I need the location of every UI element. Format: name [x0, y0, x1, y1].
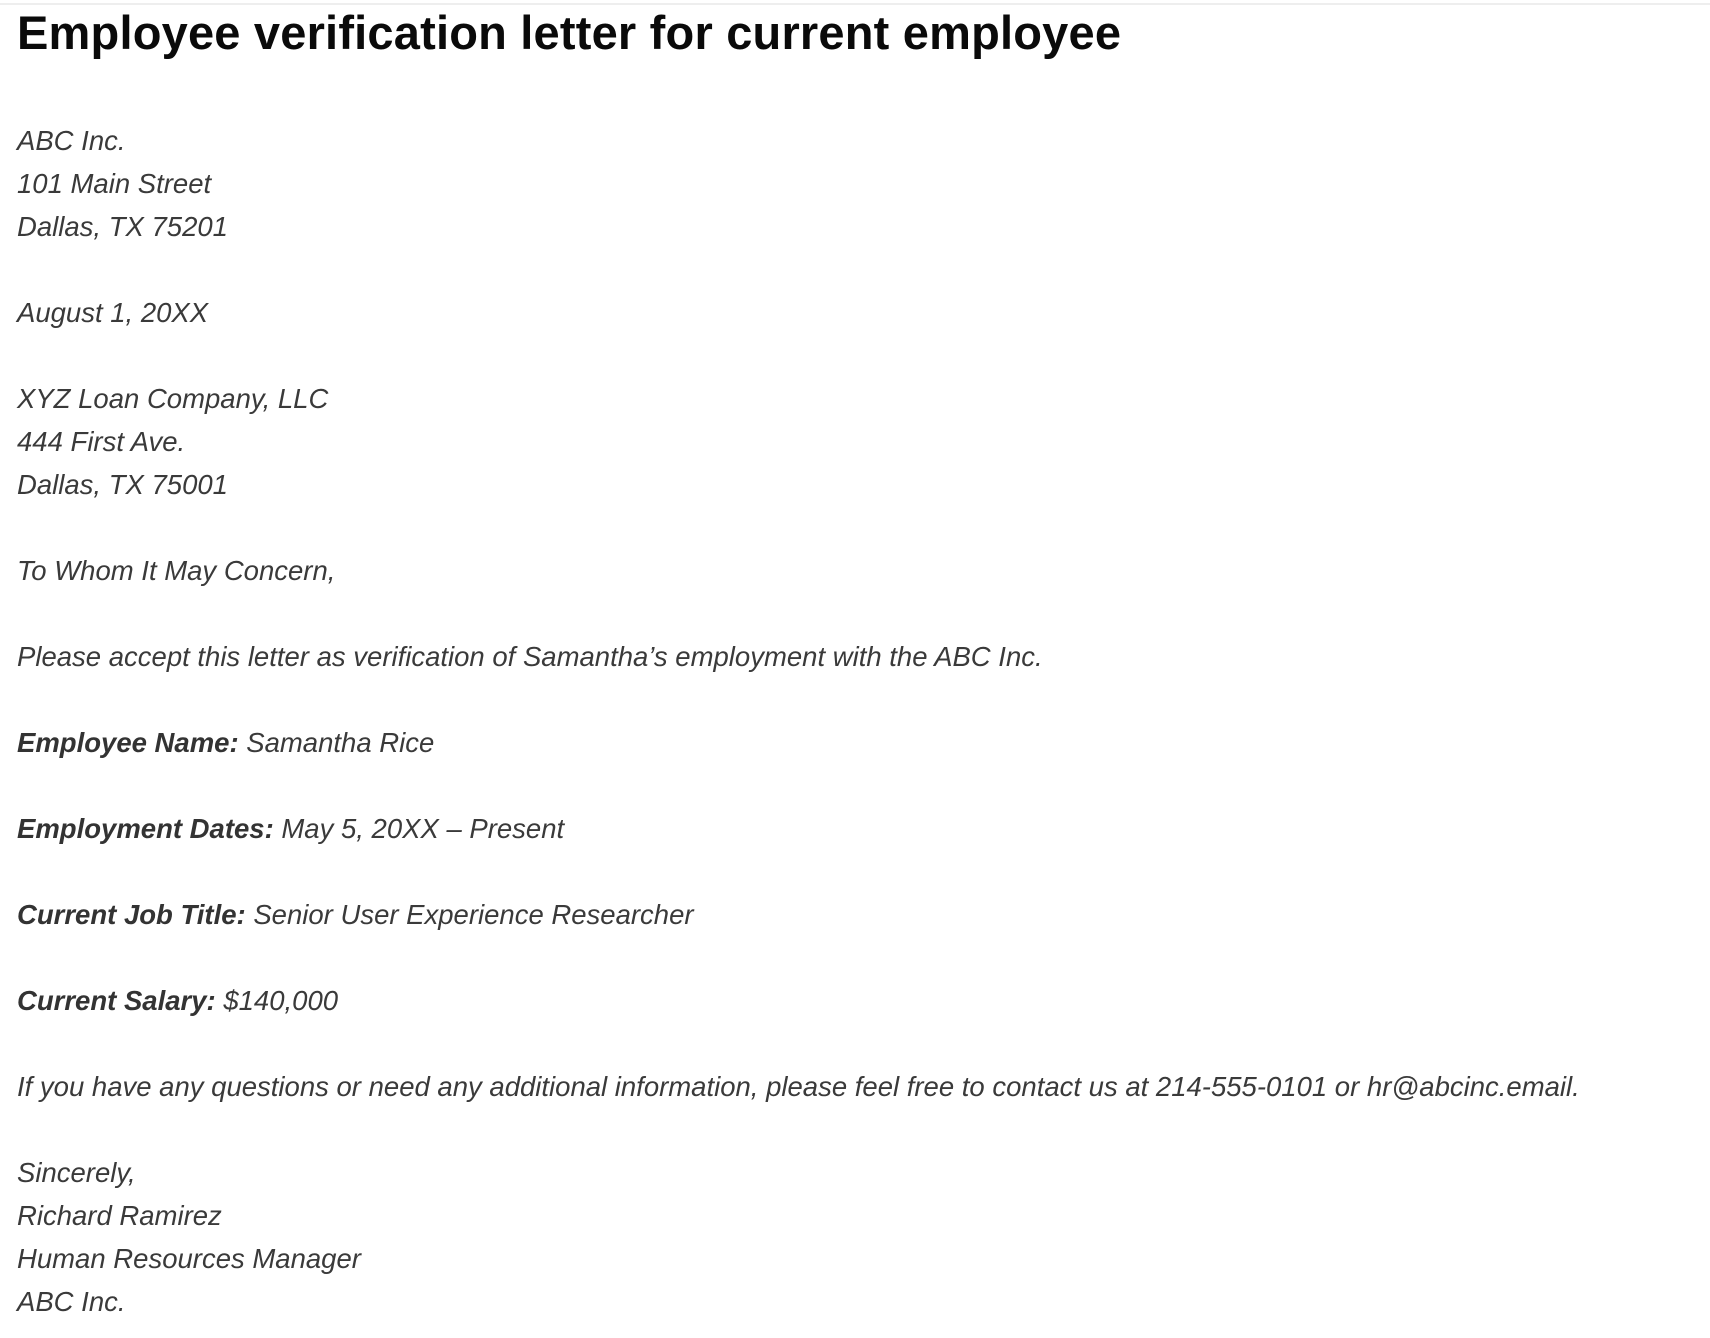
salutation-block [17, 549, 1697, 592]
employment-dates-field [17, 807, 1697, 850]
salutation: To Whom It May Concern, [17, 555, 336, 586]
employment-dates-label: Employment Dates: [17, 813, 274, 844]
signer-company: ABC Inc. [17, 1286, 126, 1317]
contact-text: If you have any questions or need any additional information, please feel free to contact us at 214-555-0101 or hr@abcinc.email. [17, 1071, 1580, 1102]
recipient-street: 444 First Ave. [17, 426, 186, 457]
sender-company: ABC Inc. [17, 125, 126, 156]
recipient-company: XYZ Loan Company, LLC [17, 383, 329, 414]
salary-value: $140,000 [223, 985, 339, 1016]
valediction: Sincerely, [17, 1157, 136, 1188]
letter-date: August 1, 20XX [17, 297, 209, 328]
signature-block [17, 1151, 1697, 1323]
sender-street: 101 Main Street [17, 168, 212, 199]
employee-name-value: Samantha Rice [246, 727, 435, 758]
recipient-address [17, 377, 1697, 506]
salary-field [17, 979, 1697, 1022]
salary-label: Current Salary: [17, 985, 216, 1016]
employment-dates-value: May 5, 20XX – Present [281, 813, 565, 844]
page-title: Employee verification letter for current employee [17, 6, 1122, 59]
letter-date-block [17, 291, 1697, 334]
intro-paragraph [17, 635, 1697, 678]
sender-city-state-zip: Dallas, TX 75201 [17, 211, 228, 242]
signer-position: Human Resources Manager [17, 1243, 361, 1274]
intro-text: Please accept this letter as verification of Samantha’s employment with the ABC Inc. [17, 641, 1043, 672]
employee-name-label: Employee Name: [17, 727, 239, 758]
job-title-field [17, 893, 1697, 936]
job-title-value: Senior User Experience Researcher [253, 899, 694, 930]
sender-address [17, 119, 1697, 248]
employee-name-field [17, 721, 1697, 764]
job-title-label: Current Job Title: [17, 899, 246, 930]
recipient-city-state-zip: Dallas, TX 75001 [17, 469, 228, 500]
letter-body [17, 119, 1697, 1323]
contact-paragraph [17, 1065, 1697, 1108]
letter-page [17, 0, 1697, 1323]
signer-name: Richard Ramirez [17, 1200, 222, 1231]
